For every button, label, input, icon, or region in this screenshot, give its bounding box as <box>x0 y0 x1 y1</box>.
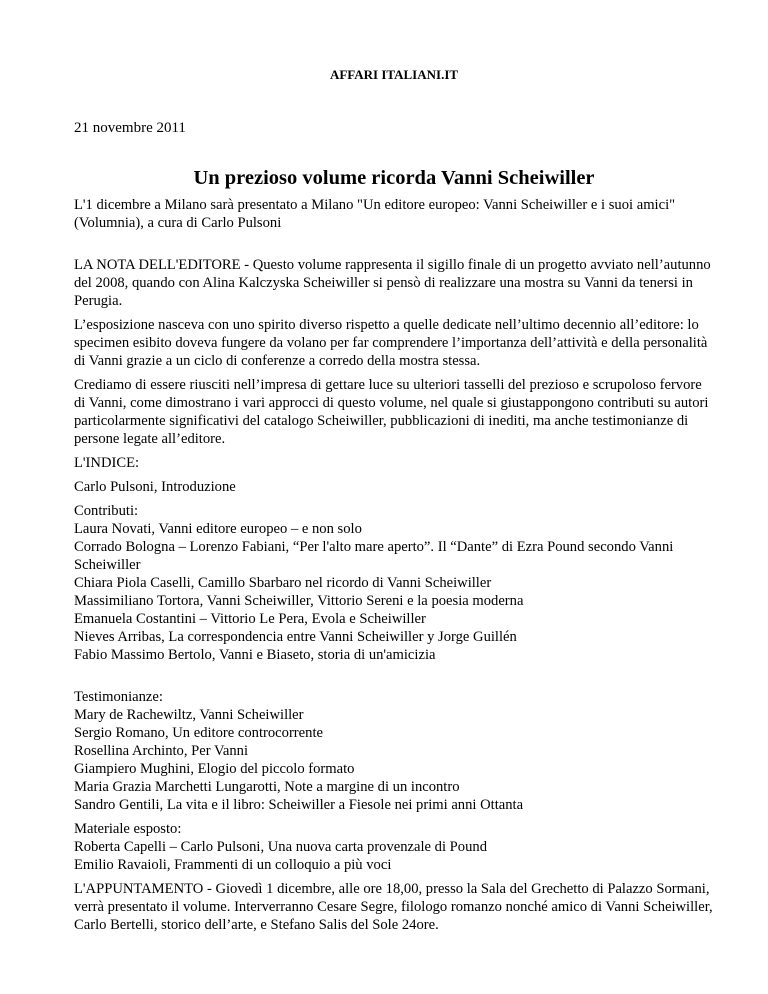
article-title: Un prezioso volume ricorda Vanni Scheiwiller <box>193 167 595 189</box>
list-item: Sergio Romano, Un editore controcorrente <box>74 725 323 741</box>
introduzione-entry: Carlo Pulsoni, Introduzione <box>74 479 236 495</box>
esposizione-paragraph: L’esposizione nasceva con uno spirito diverso rispetto a quelle dedicate nell’ultimo decennio all’editore: lo specimen esibito doveva fungere da volano per far comprendere l’importanza dell’attività e della personalità di Vanni grazie a un ciclo di conferenze a corredo della mostra stessa. <box>74 317 708 369</box>
indice-heading: L'INDICE: <box>74 455 140 471</box>
list-item: Chiara Piola Caselli, Camillo Sbarbaro nel ricordo di Vanni Scheiwiller <box>74 575 492 591</box>
nota-editore-paragraph: LA NOTA DELL'EDITORE - Questo volume rappresenta il sigillo finale di un progetto avviato nell’autunno del 2008, quando con Alina Kalczyska Scheiwiller si pensò di realizzare una mostra su Vanni da tenersi in Perugia. <box>74 257 711 309</box>
list-item: Fabio Massimo Bertolo, Vanni e Biaseto, storia di un'amicizia <box>74 647 436 663</box>
list-item: Roberta Capelli – Carlo Pulsoni, Una nuova carta provenzale di Pound <box>74 839 487 855</box>
contributi-section <box>74 502 714 664</box>
list-item: Maria Grazia Marchetti Lungarotti, Note a margine di un incontro <box>74 779 460 795</box>
contributi-heading: Contributi: <box>74 503 139 519</box>
list-item: Emanuela Costantini – Vittorio Le Pera, Evola e Scheiwiller <box>74 611 426 627</box>
masthead: AFFARI ITALIANI.IT <box>329 67 459 82</box>
materiale-heading: Materiale esposto: <box>74 821 182 837</box>
lead-paragraph: L'1 dicembre a Milano sarà presentato a Milano "Un editore europeo: Vanni Scheiwiller e i suoi amici" (Volumnia), a cura di Carlo Pulsoni <box>74 197 676 231</box>
appuntamento-paragraph: L'APPUNTAMENTO - Giovedì 1 dicembre, alle ore 18,00, presso la Sala del Grechetto di Palazzo Sormani, verrà presentato il volume. Interverranno Cesare Segre, filologo romanzo nonché amico di Vanni Scheiwiller, Carlo Bertelli, storico dell’arte, e Stefano Salis del Sole 24ore. <box>74 881 713 933</box>
list-item: Laura Novati, Vanni editore europeo – e non solo <box>74 521 362 537</box>
list-item: Rosellina Archinto, Per Vanni <box>74 743 249 759</box>
list-item: Massimiliano Tortora, Vanni Scheiwiller, Vittorio Sereni e la poesia moderna <box>74 593 524 609</box>
article-date: 21 novembre 2011 <box>74 120 186 136</box>
list-item: Giampiero Mughini, Elogio del piccolo formato <box>74 761 355 777</box>
testimonianze-section <box>74 688 714 814</box>
list-item: Nieves Arribas, La correspondencia entre Vanni Scheiwiller y Jorge Guillén <box>74 629 517 645</box>
testimonianze-heading: Testimonianze: <box>74 689 163 705</box>
list-item: Sandro Gentili, La vita e il libro: Scheiwiller a Fiesole nei primi anni Ottanta <box>74 797 524 813</box>
list-item: Corrado Bologna – Lorenzo Fabiani, “Per l'alto mare aperto”. Il “Dante” di Ezra Pound secondo Vanni Scheiwiller <box>74 539 674 573</box>
document-page <box>74 60 714 934</box>
materiale-section <box>74 820 714 874</box>
list-item: Mary de Rachewiltz, Vanni Scheiwiller <box>74 707 304 723</box>
list-item: Emilio Ravaioli, Frammenti di un colloquio a più voci <box>74 857 392 873</box>
crediamo-paragraph: Crediamo di essere riusciti nell’impresa di gettare luce su ulteriori tasselli del prezioso e scrupoloso fervore di Vanni, come dimostrano i vari approcci di questo volume, nel quale si giustappongono contributi su autori particolarmente significativi del catalogo Scheiwiller, pubblicazioni di inediti, ma anche testimonianze di persone legate all’editore. <box>74 377 709 447</box>
